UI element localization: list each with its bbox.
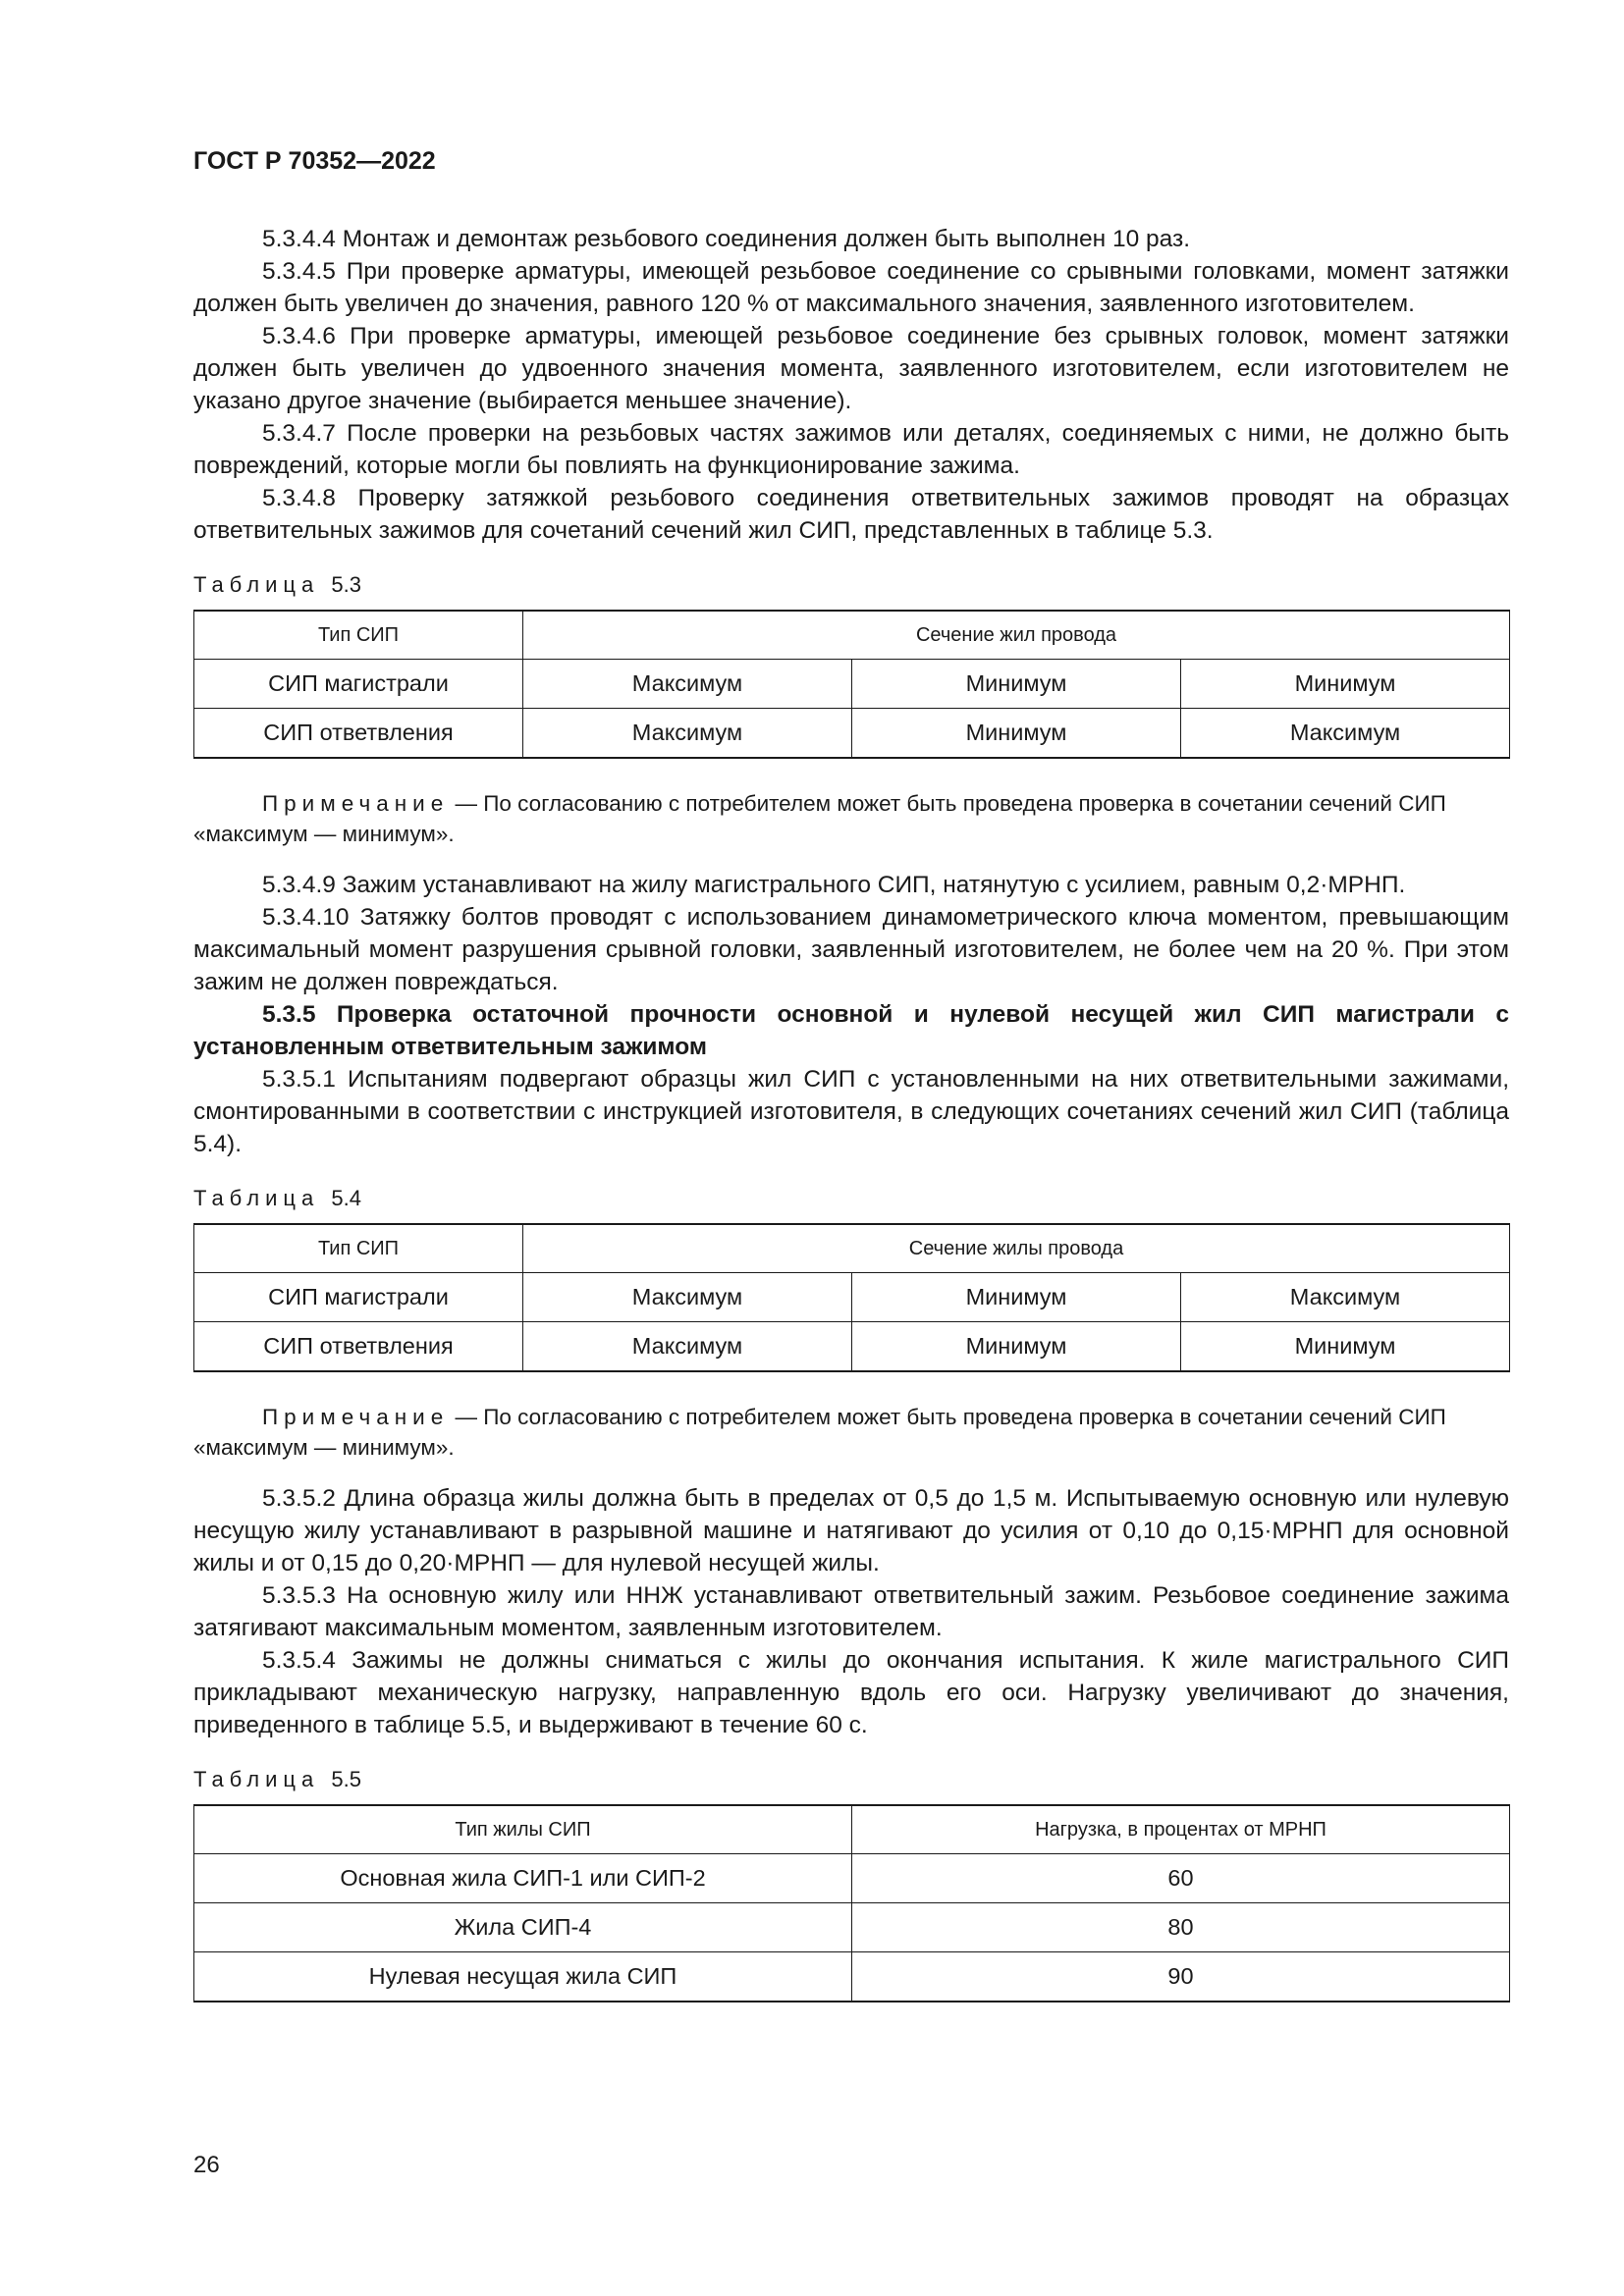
note-label: Примечание (262, 791, 450, 816)
table-5-4 (193, 1223, 1510, 1372)
table-row (194, 1952, 1510, 2002)
paragraph: 5.3.5.4 Зажимы не должны сниматься с жилы до окончания испытания. К жиле магистрального СИП прикладывают механическую нагрузку, направленную вдоль его оси. Нагрузку увеличивают до значения, приведенного в таблице 5.5, и выдерживают в течение 60 с. (193, 1647, 1509, 1738)
table-cell: Максимум (1181, 709, 1510, 759)
header-cell-type: Тип СИП (194, 611, 523, 660)
paragraph: 5.3.4.10 Затяжку болтов проводят с использованием динамометрического ключа моментом, превышающим максимальный момент разрушения срывной головки, заявленный изготовителем, не более чем на 20 %. При этом зажим не должен повреждаться. (193, 904, 1509, 995)
document-page (193, 147, 1509, 2002)
header-cell-section: Сечение жил провода (523, 611, 1510, 660)
table-row (194, 1903, 1510, 1952)
table-caption-number: 5.5 (331, 1767, 361, 1791)
table-row (194, 1854, 1510, 1903)
table-header-row (194, 1224, 1510, 1273)
table-note (193, 1402, 1509, 1463)
table-caption-number: 5.4 (331, 1186, 361, 1210)
table-5-5 (193, 1804, 1510, 2002)
note-text: — По согласованию с потребителем может быть проведена проверка в сочетании сечений СИП «максимум — минимум». (193, 1405, 1446, 1460)
table-caption-5-5 (193, 1767, 1509, 1792)
paragraph: 5.3.4.5 При проверке арматуры, имеющей резьбовое соединение со срывными головками, момент затяжки должен быть увеличен до значения, равного 120 % от максимального значения, заявленного изготовителем. (193, 258, 1509, 317)
note-text: — По согласованию с потребителем может быть проведена проверка в сочетании сечений СИП «максимум — минимум». (193, 791, 1446, 846)
paragraph: 5.3.4.4 Монтаж и демонтаж резьбового соединения должен быть выполнен 10 раз. (262, 226, 1191, 252)
table-cell: Минимум (1181, 1322, 1510, 1372)
paragraph: 5.3.5.3 На основную жилу или ННЖ устанавливают ответвительный зажим. Резьбовое соединение зажима затягивают максимальным моментом, заявленным изготовителем. (193, 1582, 1509, 1641)
table-caption-word: Таблица (193, 1767, 320, 1791)
table-row (194, 709, 1510, 759)
table-cell: СИП магистрали (194, 1273, 523, 1322)
paragraph: 5.3.4.7 После проверки на резьбовых частях зажимов или деталях, соединяемых с ними, не должно быть повреждений, которые могли бы повлиять на функционирование зажима. (193, 420, 1509, 479)
table-caption-5-4 (193, 1186, 1509, 1211)
table-caption-word: Таблица (193, 572, 320, 597)
note-label: Примечание (262, 1405, 450, 1429)
header-cell-section: Сечение жилы провода (523, 1224, 1510, 1273)
table-cell: Максимум (523, 1322, 852, 1372)
table-row (194, 660, 1510, 709)
table-cell: Максимум (523, 709, 852, 759)
table-caption-word: Таблица (193, 1186, 320, 1210)
paragraph: 5.3.4.8 Проверку затяжкой резьбового соединения ответвительных зажимов проводят на образцах ответвительных зажимов для сочетаний сечений жил СИП, представленных в таблице 5.3. (193, 485, 1509, 544)
header-cell-type: Тип СИП (194, 1224, 523, 1273)
table-row (194, 1322, 1510, 1372)
paragraph: 5.3.4.6 При проверке арматуры, имеющей резьбовое соединение без срывных головок, момент затяжки должен быть увеличен до удвоенного значения момента, заявленного изготовителем, если изготовителем не указано другое значение (выбирается меньшее значение). (193, 323, 1509, 414)
table-cell: Основная жила СИП-1 или СИП-2 (194, 1854, 852, 1903)
table-caption-number: 5.3 (331, 572, 361, 597)
table-cell: Нулевая несущая жила СИП (194, 1952, 852, 2002)
table-cell: Максимум (1181, 1273, 1510, 1322)
header-cell-load: Нагрузка, в процентах от МРНП (852, 1805, 1510, 1854)
table-cell: СИП магистрали (194, 660, 523, 709)
paragraph: 5.3.4.9 Зажим устанавливают на жилу магистрального СИП, натянутую с усилием, равным 0,2·МРНП. (262, 872, 1406, 898)
table-cell: Минимум (852, 1322, 1181, 1372)
table-cell: СИП ответвления (194, 709, 523, 759)
table-row (194, 1273, 1510, 1322)
table-cell: Минимум (852, 709, 1181, 759)
table-header-row (194, 611, 1510, 660)
table-cell: Минимум (852, 1273, 1181, 1322)
section-heading: 5.3.5 Проверка остаточной прочности основной и нулевой несущей жил СИП магистрали с установленным ответвительным зажимом (193, 1001, 1509, 1060)
table-cell: 80 (852, 1903, 1510, 1952)
table-cell: Максимум (523, 660, 852, 709)
document-code: ГОСТ Р 70352—2022 (193, 147, 436, 175)
table-5-3 (193, 610, 1510, 759)
page-number: 26 (193, 2152, 220, 2178)
table-caption-5-3 (193, 572, 1509, 598)
paragraph: 5.3.5.2 Длина образца жилы должна быть в пределах от 0,5 до 1,5 м. Испытываемую основную или нулевую несущую жилу устанавливают в разрывной машине и натягивают до усилия от 0,10 до 0,15·МРНП для основной жилы и от 0,15 до 0,20·МРНП — для нулевой несущей жилы. (193, 1485, 1509, 1576)
table-cell: Жила СИП-4 (194, 1903, 852, 1952)
table-cell: Минимум (852, 660, 1181, 709)
table-cell: 90 (852, 1952, 1510, 2002)
table-cell: 60 (852, 1854, 1510, 1903)
paragraph: 5.3.5.1 Испытаниям подвергают образцы жил СИП с установленными на них ответвительными зажимами, смонтированными в соответствии с инструкцией изготовителя, в следующих сочетаниях сечений жил СИП (таблица 5.4). (193, 1066, 1509, 1157)
table-cell: СИП ответвления (194, 1322, 523, 1372)
table-cell: Минимум (1181, 660, 1510, 709)
header-cell-core-type: Тип жилы СИП (194, 1805, 852, 1854)
table-header-row (194, 1805, 1510, 1854)
table-cell: Максимум (523, 1273, 852, 1322)
table-note (193, 788, 1509, 849)
